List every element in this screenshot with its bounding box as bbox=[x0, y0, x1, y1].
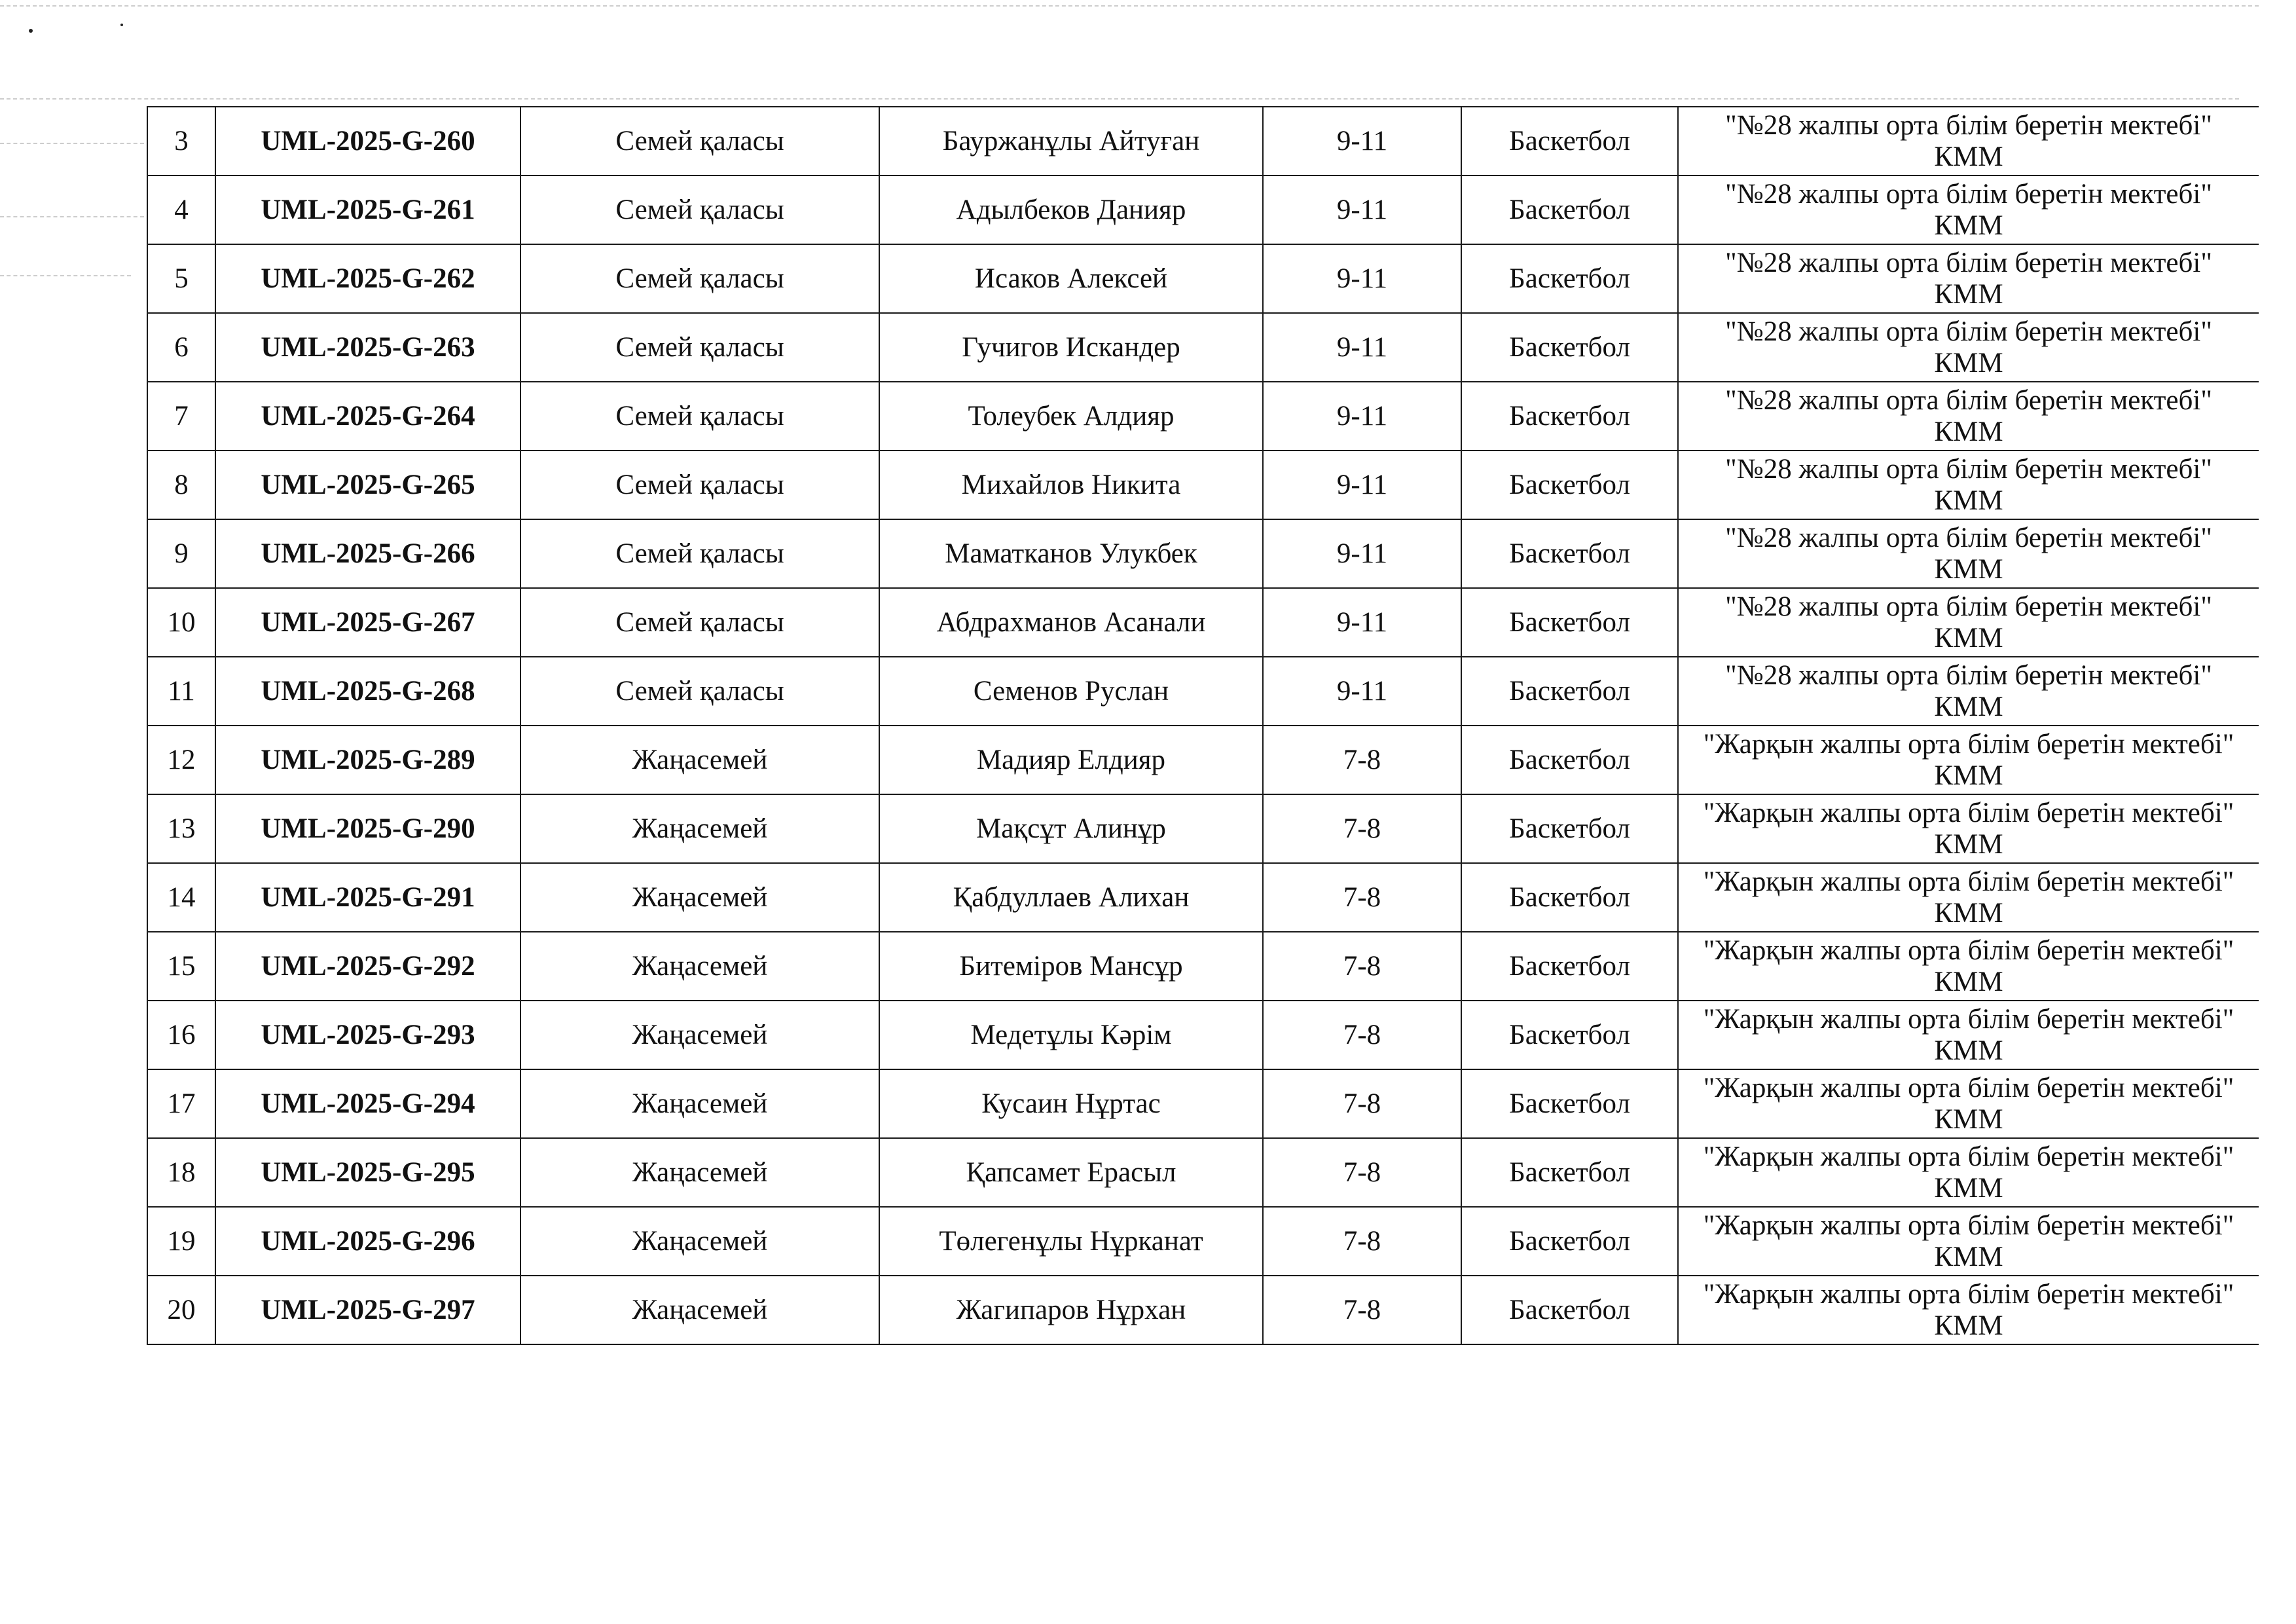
sport-cell: Баскетбол bbox=[1461, 588, 1678, 657]
participant-name: Исаков Алексей bbox=[879, 244, 1263, 313]
school-cell: "Жарқын жалпы орта білім беретін мектебі" КММ bbox=[1678, 1069, 2259, 1138]
region-cell: Семей қаласы bbox=[520, 657, 879, 726]
scan-speck bbox=[29, 29, 33, 33]
table-row bbox=[147, 588, 2259, 657]
participant-name: Қапсамет Ерасыл bbox=[879, 1138, 1263, 1207]
region-cell: Жаңасемей bbox=[520, 726, 879, 794]
row-number: 18 bbox=[147, 1138, 215, 1207]
grade-cell: 9-11 bbox=[1263, 107, 1461, 175]
sport-cell: Баскетбол bbox=[1461, 1001, 1678, 1069]
school-cell: "№28 жалпы орта білім беретін мектебі" КММ bbox=[1678, 382, 2259, 451]
school-cell: "Жарқын жалпы орта білім беретін мектебі" КММ bbox=[1678, 1138, 2259, 1207]
row-number: 7 bbox=[147, 382, 215, 451]
school-cell: "Жарқын жалпы орта білім беретін мектебі" КММ bbox=[1678, 726, 2259, 794]
participant-code: UML-2025-G-265 bbox=[215, 451, 520, 519]
row-number: 9 bbox=[147, 519, 215, 588]
region-cell: Семей қаласы bbox=[520, 107, 879, 175]
row-number: 10 bbox=[147, 588, 215, 657]
table-row bbox=[147, 313, 2259, 382]
grade-cell: 9-11 bbox=[1263, 244, 1461, 313]
region-cell: Семей қаласы bbox=[520, 588, 879, 657]
row-number: 15 bbox=[147, 932, 215, 1001]
participant-code: UML-2025-G-294 bbox=[215, 1069, 520, 1138]
region-cell: Жаңасемей bbox=[520, 1276, 879, 1344]
participant-name: Бауржанұлы Айтуған bbox=[879, 107, 1263, 175]
grade-cell: 7-8 bbox=[1263, 1207, 1461, 1276]
participant-name: Толеубек Алдияр bbox=[879, 382, 1263, 451]
table-row bbox=[147, 794, 2259, 863]
participant-name: Михайлов Никита bbox=[879, 451, 1263, 519]
school-cell: "№28 жалпы орта білім беретін мектебі" КММ bbox=[1678, 244, 2259, 313]
participant-code: UML-2025-G-261 bbox=[215, 175, 520, 244]
table-row bbox=[147, 175, 2259, 244]
school-cell: "№28 жалпы орта білім беретін мектебі" КММ bbox=[1678, 175, 2259, 244]
grade-cell: 9-11 bbox=[1263, 657, 1461, 726]
table-row bbox=[147, 726, 2259, 794]
participant-code: UML-2025-G-297 bbox=[215, 1276, 520, 1344]
region-cell: Жаңасемей bbox=[520, 1069, 879, 1138]
region-cell: Жаңасемей bbox=[520, 863, 879, 932]
scan-noise-line bbox=[0, 5, 2259, 7]
sport-cell: Баскетбол bbox=[1461, 175, 1678, 244]
sport-cell: Баскетбол bbox=[1461, 1069, 1678, 1138]
participant-name: Абдрахманов Асанали bbox=[879, 588, 1263, 657]
table-row bbox=[147, 1069, 2259, 1138]
row-number: 4 bbox=[147, 175, 215, 244]
sport-cell: Баскетбол bbox=[1461, 1138, 1678, 1207]
table-row bbox=[147, 382, 2259, 451]
school-cell: "Жарқын жалпы орта білім беретін мектебі" КММ bbox=[1678, 794, 2259, 863]
school-cell: "Жарқын жалпы орта білім беретін мектебі" КММ bbox=[1678, 1001, 2259, 1069]
participant-name: Төлегенұлы Нұрканат bbox=[879, 1207, 1263, 1276]
school-cell: "№28 жалпы орта білім беретін мектебі" КММ bbox=[1678, 107, 2259, 175]
region-cell: Семей қаласы bbox=[520, 175, 879, 244]
table-row bbox=[147, 1276, 2259, 1344]
grade-cell: 9-11 bbox=[1263, 313, 1461, 382]
sport-cell: Баскетбол bbox=[1461, 1207, 1678, 1276]
school-cell: "Жарқын жалпы орта білім беретін мектебі" КММ bbox=[1678, 863, 2259, 932]
scan-noise-line bbox=[0, 98, 2239, 100]
participant-code: UML-2025-G-268 bbox=[215, 657, 520, 726]
participant-code: UML-2025-G-266 bbox=[215, 519, 520, 588]
region-cell: Семей қаласы bbox=[520, 313, 879, 382]
grade-cell: 9-11 bbox=[1263, 588, 1461, 657]
row-number: 16 bbox=[147, 1001, 215, 1069]
row-number: 19 bbox=[147, 1207, 215, 1276]
participant-code: UML-2025-G-290 bbox=[215, 794, 520, 863]
school-cell: "№28 жалпы орта білім беретін мектебі" КММ bbox=[1678, 451, 2259, 519]
row-number: 8 bbox=[147, 451, 215, 519]
participant-name: Мадияр Елдияр bbox=[879, 726, 1263, 794]
row-number: 3 bbox=[147, 107, 215, 175]
grade-cell: 7-8 bbox=[1263, 1276, 1461, 1344]
sport-cell: Баскетбол bbox=[1461, 863, 1678, 932]
sport-cell: Баскетбол bbox=[1461, 382, 1678, 451]
scan-speck bbox=[120, 24, 123, 26]
sport-cell: Баскетбол bbox=[1461, 726, 1678, 794]
table-row bbox=[147, 107, 2259, 175]
grade-cell: 9-11 bbox=[1263, 175, 1461, 244]
table-row bbox=[147, 1001, 2259, 1069]
sport-cell: Баскетбол bbox=[1461, 313, 1678, 382]
participants-table-body bbox=[147, 107, 2259, 1344]
grade-cell: 7-8 bbox=[1263, 1138, 1461, 1207]
grade-cell: 9-11 bbox=[1263, 451, 1461, 519]
grade-cell: 7-8 bbox=[1263, 1001, 1461, 1069]
school-cell: "Жарқын жалпы орта білім беретін мектебі" КММ bbox=[1678, 1276, 2259, 1344]
school-cell: "№28 жалпы орта білім беретін мектебі" КММ bbox=[1678, 519, 2259, 588]
row-number: 20 bbox=[147, 1276, 215, 1344]
school-cell: "Жарқын жалпы орта білім беретін мектебі" КММ bbox=[1678, 1207, 2259, 1276]
sport-cell: Баскетбол bbox=[1461, 107, 1678, 175]
row-number: 13 bbox=[147, 794, 215, 863]
region-cell: Семей қаласы bbox=[520, 451, 879, 519]
region-cell: Жаңасемей bbox=[520, 1138, 879, 1207]
region-cell: Семей қаласы bbox=[520, 382, 879, 451]
participant-name: Семенов Руслан bbox=[879, 657, 1263, 726]
grade-cell: 7-8 bbox=[1263, 726, 1461, 794]
participant-name: Адылбеков Данияр bbox=[879, 175, 1263, 244]
sport-cell: Баскетбол bbox=[1461, 519, 1678, 588]
row-number: 17 bbox=[147, 1069, 215, 1138]
region-cell: Жаңасемей bbox=[520, 794, 879, 863]
participant-name: Кусаин Нұртас bbox=[879, 1069, 1263, 1138]
sport-cell: Баскетбол bbox=[1461, 657, 1678, 726]
participant-name: Гучигов Искандер bbox=[879, 313, 1263, 382]
participant-name: Маматканов Улукбек bbox=[879, 519, 1263, 588]
table-row bbox=[147, 657, 2259, 726]
participants-table bbox=[147, 106, 2259, 1345]
school-cell: "№28 жалпы орта білім беретін мектебі" КММ bbox=[1678, 588, 2259, 657]
grade-cell: 7-8 bbox=[1263, 1069, 1461, 1138]
school-cell: "Жарқын жалпы орта білім беретін мектебі" КММ bbox=[1678, 932, 2259, 1001]
table-row bbox=[147, 244, 2259, 313]
participant-name: Медетұлы Кәрім bbox=[879, 1001, 1263, 1069]
participant-code: UML-2025-G-293 bbox=[215, 1001, 520, 1069]
participant-name: Битеміров Мансұр bbox=[879, 932, 1263, 1001]
row-number: 12 bbox=[147, 726, 215, 794]
table-row bbox=[147, 863, 2259, 932]
sport-cell: Баскетбол bbox=[1461, 794, 1678, 863]
row-number: 6 bbox=[147, 313, 215, 382]
sport-cell: Баскетбол bbox=[1461, 1276, 1678, 1344]
participant-code: UML-2025-G-289 bbox=[215, 726, 520, 794]
row-number: 5 bbox=[147, 244, 215, 313]
participant-code: UML-2025-G-263 bbox=[215, 313, 520, 382]
grade-cell: 7-8 bbox=[1263, 863, 1461, 932]
sport-cell: Баскетбол bbox=[1461, 451, 1678, 519]
table-row bbox=[147, 1138, 2259, 1207]
grade-cell: 9-11 bbox=[1263, 519, 1461, 588]
participant-code: UML-2025-G-262 bbox=[215, 244, 520, 313]
participant-code: UML-2025-G-267 bbox=[215, 588, 520, 657]
table-row bbox=[147, 1207, 2259, 1276]
region-cell: Семей қаласы bbox=[520, 519, 879, 588]
participant-code: UML-2025-G-291 bbox=[215, 863, 520, 932]
school-cell: "№28 жалпы орта білім беретін мектебі" КММ bbox=[1678, 313, 2259, 382]
table-row bbox=[147, 451, 2259, 519]
region-cell: Жаңасемей bbox=[520, 1001, 879, 1069]
row-number: 11 bbox=[147, 657, 215, 726]
region-cell: Семей қаласы bbox=[520, 244, 879, 313]
participant-code: UML-2025-G-296 bbox=[215, 1207, 520, 1276]
sport-cell: Баскетбол bbox=[1461, 932, 1678, 1001]
participant-name: Мақсұт Алинұр bbox=[879, 794, 1263, 863]
sport-cell: Баскетбол bbox=[1461, 244, 1678, 313]
table-row bbox=[147, 519, 2259, 588]
scan-noise-line bbox=[0, 275, 131, 276]
school-cell: "№28 жалпы орта білім беретін мектебі" КММ bbox=[1678, 657, 2259, 726]
participant-code: UML-2025-G-260 bbox=[215, 107, 520, 175]
participant-code: UML-2025-G-264 bbox=[215, 382, 520, 451]
scan-noise-line bbox=[0, 216, 144, 217]
scan-noise-line bbox=[0, 143, 144, 144]
participant-code: UML-2025-G-292 bbox=[215, 932, 520, 1001]
grade-cell: 7-8 bbox=[1263, 794, 1461, 863]
region-cell: Жаңасемей bbox=[520, 932, 879, 1001]
participant-code: UML-2025-G-295 bbox=[215, 1138, 520, 1207]
table-row bbox=[147, 932, 2259, 1001]
row-number: 14 bbox=[147, 863, 215, 932]
grade-cell: 7-8 bbox=[1263, 932, 1461, 1001]
grade-cell: 9-11 bbox=[1263, 382, 1461, 451]
region-cell: Жаңасемей bbox=[520, 1207, 879, 1276]
participant-name: Жагипаров Нұрхан bbox=[879, 1276, 1263, 1344]
participant-name: Қабдуллаев Алихан bbox=[879, 863, 1263, 932]
